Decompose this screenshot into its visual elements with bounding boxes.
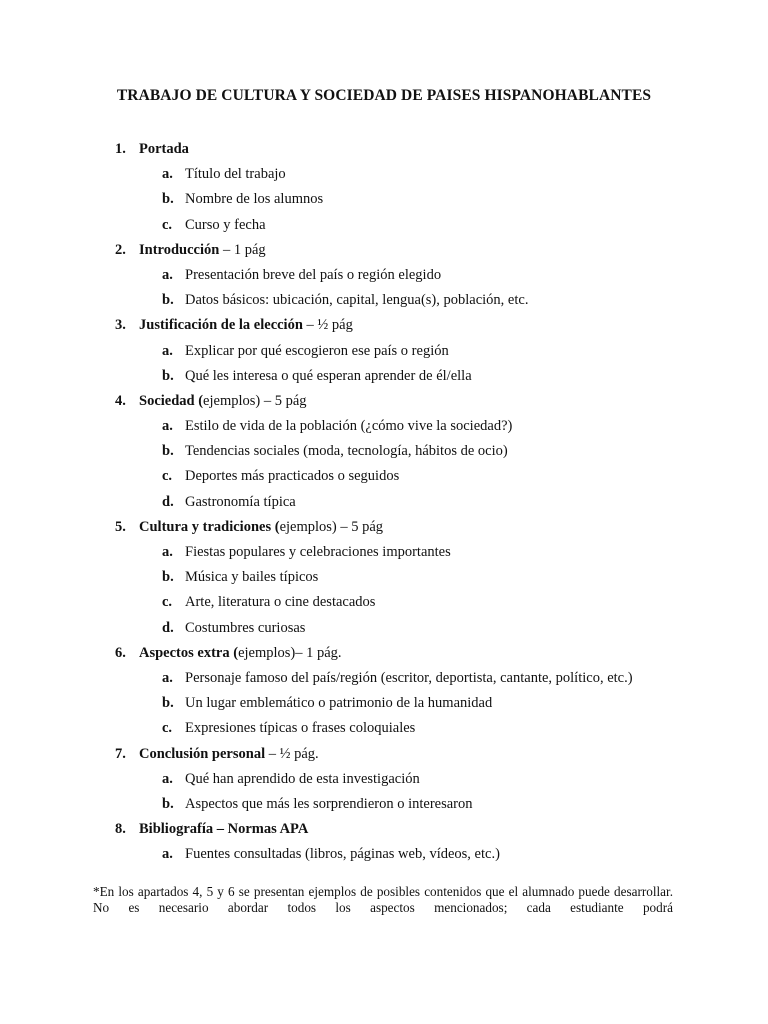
list-item [0, 567, 768, 592]
item-text: Deportes más practicados o seguidos [185, 468, 400, 485]
item-letter: b. [162, 569, 174, 586]
list-item [0, 718, 768, 743]
item-text: Fuentes consultadas (libros, páginas web, vídeos, etc.) [185, 846, 500, 863]
list-item [0, 592, 768, 617]
item-text: Curso y fecha [185, 216, 266, 233]
section-title-note: – ½ pág [302, 317, 353, 334]
section-title-bold: Justificación de la elección [139, 317, 303, 334]
item-letter: b. [162, 695, 174, 712]
section-title [139, 240, 266, 260]
section-number: 3. [115, 317, 126, 334]
list-item [0, 794, 768, 819]
item-letter: b. [162, 795, 174, 812]
section-number: 1. [115, 141, 126, 157]
section-heading [0, 391, 768, 416]
list-item [0, 265, 768, 290]
item-letter: d. [162, 619, 174, 636]
list-item [0, 769, 768, 794]
item-letter: b. [162, 367, 174, 384]
section-title-bold: Conclusión personal [139, 745, 266, 762]
section-heading [0, 139, 768, 164]
list-item [0, 693, 768, 718]
item-letter: d. [162, 493, 174, 510]
section-heading [0, 315, 768, 340]
outline-list [0, 139, 768, 869]
list-item [0, 164, 768, 189]
section-title-note: – 1 pág [219, 241, 266, 258]
list-item [0, 492, 768, 517]
section-title [139, 139, 189, 159]
section-heading [0, 819, 768, 844]
item-letter: b. [162, 443, 174, 460]
section-heading [0, 744, 768, 769]
list-item [0, 618, 768, 643]
list-item [0, 441, 768, 466]
list-item [0, 668, 768, 693]
section-title [139, 315, 353, 335]
section-number: 6. [115, 644, 126, 661]
list-item [0, 466, 768, 491]
section-title-bold: Introducción [139, 241, 220, 258]
item-text: Música y bailes típicos [185, 569, 319, 586]
item-letter: a. [162, 342, 173, 359]
list-item [0, 341, 768, 366]
section-title-bold: Aspectos extra ( [139, 644, 239, 661]
item-letter: c. [162, 216, 173, 233]
list-item [0, 366, 768, 391]
section-title [139, 643, 342, 663]
item-letter: a. [162, 266, 173, 283]
item-text: Costumbres curiosas [185, 619, 306, 636]
item-letter: b. [162, 191, 174, 208]
item-letter: c. [162, 720, 173, 737]
section-title-bold: Bibliografía – Normas APA [139, 821, 309, 838]
list-item [0, 542, 768, 567]
item-text: Nombre de los alumnos [185, 191, 324, 208]
list-item [0, 844, 768, 869]
footnote: *En los apartados 4, 5 y 6 se presentan ejemplos de posibles contenidos que el alumnado puede desarrollar. No es necesario abordar todos los aspectos mencionados; cada estudiante podrá [93, 884, 673, 915]
section-number: 8. [115, 821, 126, 838]
list-item [0, 215, 768, 240]
list-item [0, 290, 768, 315]
item-text: Fiestas populares y celebraciones importantes [185, 544, 451, 560]
item-letter: a. [162, 669, 173, 686]
item-text: Qué les interesa o qué esperan aprender de él/ella [185, 367, 472, 384]
item-text: Datos básicos: ubicación, capital, lengua(s), población, etc. [185, 292, 529, 309]
item-text: Personaje famoso del país/región (escritor, deportista, cantante, político, etc.) [185, 669, 633, 686]
item-letter: c. [162, 594, 173, 611]
section-number: 5. [115, 518, 126, 535]
item-text: Un lugar emblemático o patrimonio de la humanidad [185, 695, 493, 712]
item-text: Estilo de vida de la población (¿cómo vive la sociedad?) [185, 418, 513, 435]
section-title [139, 744, 319, 764]
item-text: Arte, literatura o cine destacados [185, 594, 376, 611]
section-number: 4. [115, 392, 126, 409]
item-text: Expresiones típicas o frases coloquiales [185, 720, 416, 737]
section-title [139, 391, 307, 411]
item-letter: a. [162, 418, 173, 435]
document-title: TRABAJO DE CULTURA Y SOCIEDAD DE PAISES HISPANOHABLANTES [116, 87, 652, 104]
item-letter: c. [162, 468, 173, 485]
item-letter: a. [162, 544, 173, 560]
item-letter: b. [162, 292, 174, 309]
item-text: Aspectos que más les sorprendieron o interesaron [185, 795, 473, 812]
section-heading [0, 643, 768, 668]
section-title-note: – ½ pág. [265, 745, 319, 762]
item-letter: a. [162, 770, 173, 787]
item-text: Gastronomía típica [185, 493, 296, 510]
section-number: 2. [115, 241, 126, 258]
section-title-note: ejemplos)– 1 pág. [238, 644, 342, 661]
section-title-bold: Sociedad ( [139, 392, 204, 409]
item-text: Presentación breve del país o región elegido [185, 266, 442, 283]
item-text: Qué han aprendido de esta investigación [185, 770, 420, 787]
section-title-bold: Portada [139, 141, 189, 157]
section-title-bold: Cultura y tradiciones ( [139, 518, 280, 535]
item-letter: a. [162, 846, 173, 863]
section-title [139, 819, 308, 839]
section-heading [0, 240, 768, 265]
item-letter: a. [162, 166, 173, 183]
item-text: Tendencias sociales (moda, tecnología, hábitos de ocio) [185, 443, 508, 460]
item-text: Explicar por qué escogieron ese país o región [185, 342, 449, 359]
list-item [0, 416, 768, 441]
list-item [0, 189, 768, 214]
section-number: 7. [115, 745, 126, 762]
section-title-note: ejemplos) – 5 pág [279, 518, 384, 535]
section-title-note: ejemplos) – 5 pág [203, 392, 307, 409]
section-heading [0, 517, 768, 542]
section-title [139, 517, 383, 537]
item-text: Título del trabajo [185, 166, 286, 183]
